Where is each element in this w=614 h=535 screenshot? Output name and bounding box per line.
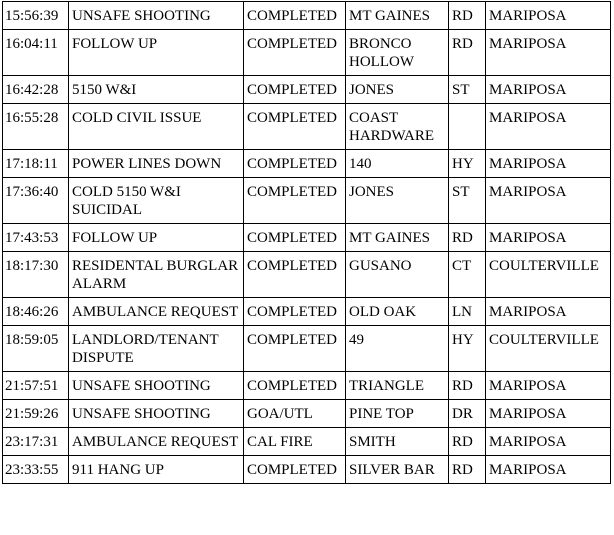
table-row <box>3 30 611 76</box>
cell-type: AMBULANCE REQUEST <box>69 428 244 456</box>
cell-city: MARIPOSA <box>486 76 611 104</box>
cell-status: COMPLETED <box>244 372 346 400</box>
cell-type: UNSAFE SHOOTING <box>69 372 244 400</box>
cell-time: 16:04:11 <box>3 30 69 76</box>
cell-city: MARIPOSA <box>486 400 611 428</box>
cell-status: CAL FIRE <box>244 428 346 456</box>
cell-city: MARIPOSA <box>486 428 611 456</box>
table-row <box>3 400 611 428</box>
cell-time: 23:33:55 <box>3 456 69 484</box>
cell-type: COLD CIVIL ISSUE <box>69 104 244 150</box>
table-row <box>3 178 611 224</box>
cell-status: COMPLETED <box>244 2 346 30</box>
cell-type: POWER LINES DOWN <box>69 150 244 178</box>
cell-street: JONES <box>346 76 449 104</box>
cell-suffix <box>449 104 486 150</box>
call-log-body <box>3 2 611 484</box>
cell-time: 18:46:26 <box>3 298 69 326</box>
cell-type: COLD 5150 W&I SUICIDAL <box>69 178 244 224</box>
cell-street: SMITH <box>346 428 449 456</box>
cell-type: FOLLOW UP <box>69 224 244 252</box>
cell-street: JONES <box>346 178 449 224</box>
cell-suffix: CT <box>449 252 486 298</box>
cell-type: FOLLOW UP <box>69 30 244 76</box>
cell-city: MARIPOSA <box>486 150 611 178</box>
table-row <box>3 456 611 484</box>
cell-status: COMPLETED <box>244 326 346 372</box>
table-row <box>3 252 611 298</box>
cell-street: PINE TOP <box>346 400 449 428</box>
cell-status: COMPLETED <box>244 178 346 224</box>
cell-street: GUSANO <box>346 252 449 298</box>
cell-time: 21:59:26 <box>3 400 69 428</box>
cell-time: 21:57:51 <box>3 372 69 400</box>
cell-suffix: RD <box>449 2 486 30</box>
table-row <box>3 372 611 400</box>
cell-city: COULTERVILLE <box>486 326 611 372</box>
cell-type: UNSAFE SHOOTING <box>69 2 244 30</box>
cell-suffix: RD <box>449 428 486 456</box>
cell-street: SILVER BAR <box>346 456 449 484</box>
cell-suffix: DR <box>449 400 486 428</box>
cell-suffix: HY <box>449 326 486 372</box>
cell-time: 16:55:28 <box>3 104 69 150</box>
cell-type: RESIDENTAL BURGLAR ALARM <box>69 252 244 298</box>
cell-status: COMPLETED <box>244 252 346 298</box>
cell-street: 140 <box>346 150 449 178</box>
cell-status: COMPLETED <box>244 30 346 76</box>
cell-time: 17:43:53 <box>3 224 69 252</box>
cell-time: 17:18:11 <box>3 150 69 178</box>
cell-suffix: RD <box>449 372 486 400</box>
cell-suffix: RD <box>449 224 486 252</box>
cell-time: 23:17:31 <box>3 428 69 456</box>
cell-suffix: RD <box>449 30 486 76</box>
cell-city: MARIPOSA <box>486 224 611 252</box>
cell-street: OLD OAK <box>346 298 449 326</box>
table-row <box>3 326 611 372</box>
table-row <box>3 76 611 104</box>
table-row <box>3 298 611 326</box>
cell-type: UNSAFE SHOOTING <box>69 400 244 428</box>
cell-suffix: ST <box>449 76 486 104</box>
cell-city: MARIPOSA <box>486 456 611 484</box>
table-row <box>3 104 611 150</box>
call-log-table <box>2 1 611 484</box>
table-row <box>3 150 611 178</box>
cell-street: 49 <box>346 326 449 372</box>
cell-status: GOA/UTL <box>244 400 346 428</box>
cell-type: AMBULANCE REQUEST <box>69 298 244 326</box>
cell-time: 18:17:30 <box>3 252 69 298</box>
cell-type: 911 HANG UP <box>69 456 244 484</box>
cell-status: COMPLETED <box>244 298 346 326</box>
cell-suffix: LN <box>449 298 486 326</box>
cell-street: TRIANGLE <box>346 372 449 400</box>
cell-city: MARIPOSA <box>486 104 611 150</box>
cell-street: MT GAINES <box>346 2 449 30</box>
cell-status: COMPLETED <box>244 150 346 178</box>
cell-street: BRONCO HOLLOW <box>346 30 449 76</box>
cell-time: 16:42:28 <box>3 76 69 104</box>
cell-street: COAST HARDWARE <box>346 104 449 150</box>
table-row <box>3 428 611 456</box>
cell-suffix: RD <box>449 456 486 484</box>
cell-street: MT GAINES <box>346 224 449 252</box>
cell-city: MARIPOSA <box>486 30 611 76</box>
cell-time: 17:36:40 <box>3 178 69 224</box>
cell-city: MARIPOSA <box>486 178 611 224</box>
table-row <box>3 2 611 30</box>
cell-city: MARIPOSA <box>486 2 611 30</box>
cell-type: LANDLORD/TENANT DISPUTE <box>69 326 244 372</box>
cell-suffix: ST <box>449 178 486 224</box>
cell-time: 15:56:39 <box>3 2 69 30</box>
cell-suffix: HY <box>449 150 486 178</box>
cell-status: COMPLETED <box>244 76 346 104</box>
cell-time: 18:59:05 <box>3 326 69 372</box>
cell-city: MARIPOSA <box>486 372 611 400</box>
cell-status: COMPLETED <box>244 104 346 150</box>
cell-city: COULTERVILLE <box>486 252 611 298</box>
table-row <box>3 224 611 252</box>
cell-status: COMPLETED <box>244 456 346 484</box>
cell-city: MARIPOSA <box>486 298 611 326</box>
cell-status: COMPLETED <box>244 224 346 252</box>
cell-type: 5150 W&I <box>69 76 244 104</box>
